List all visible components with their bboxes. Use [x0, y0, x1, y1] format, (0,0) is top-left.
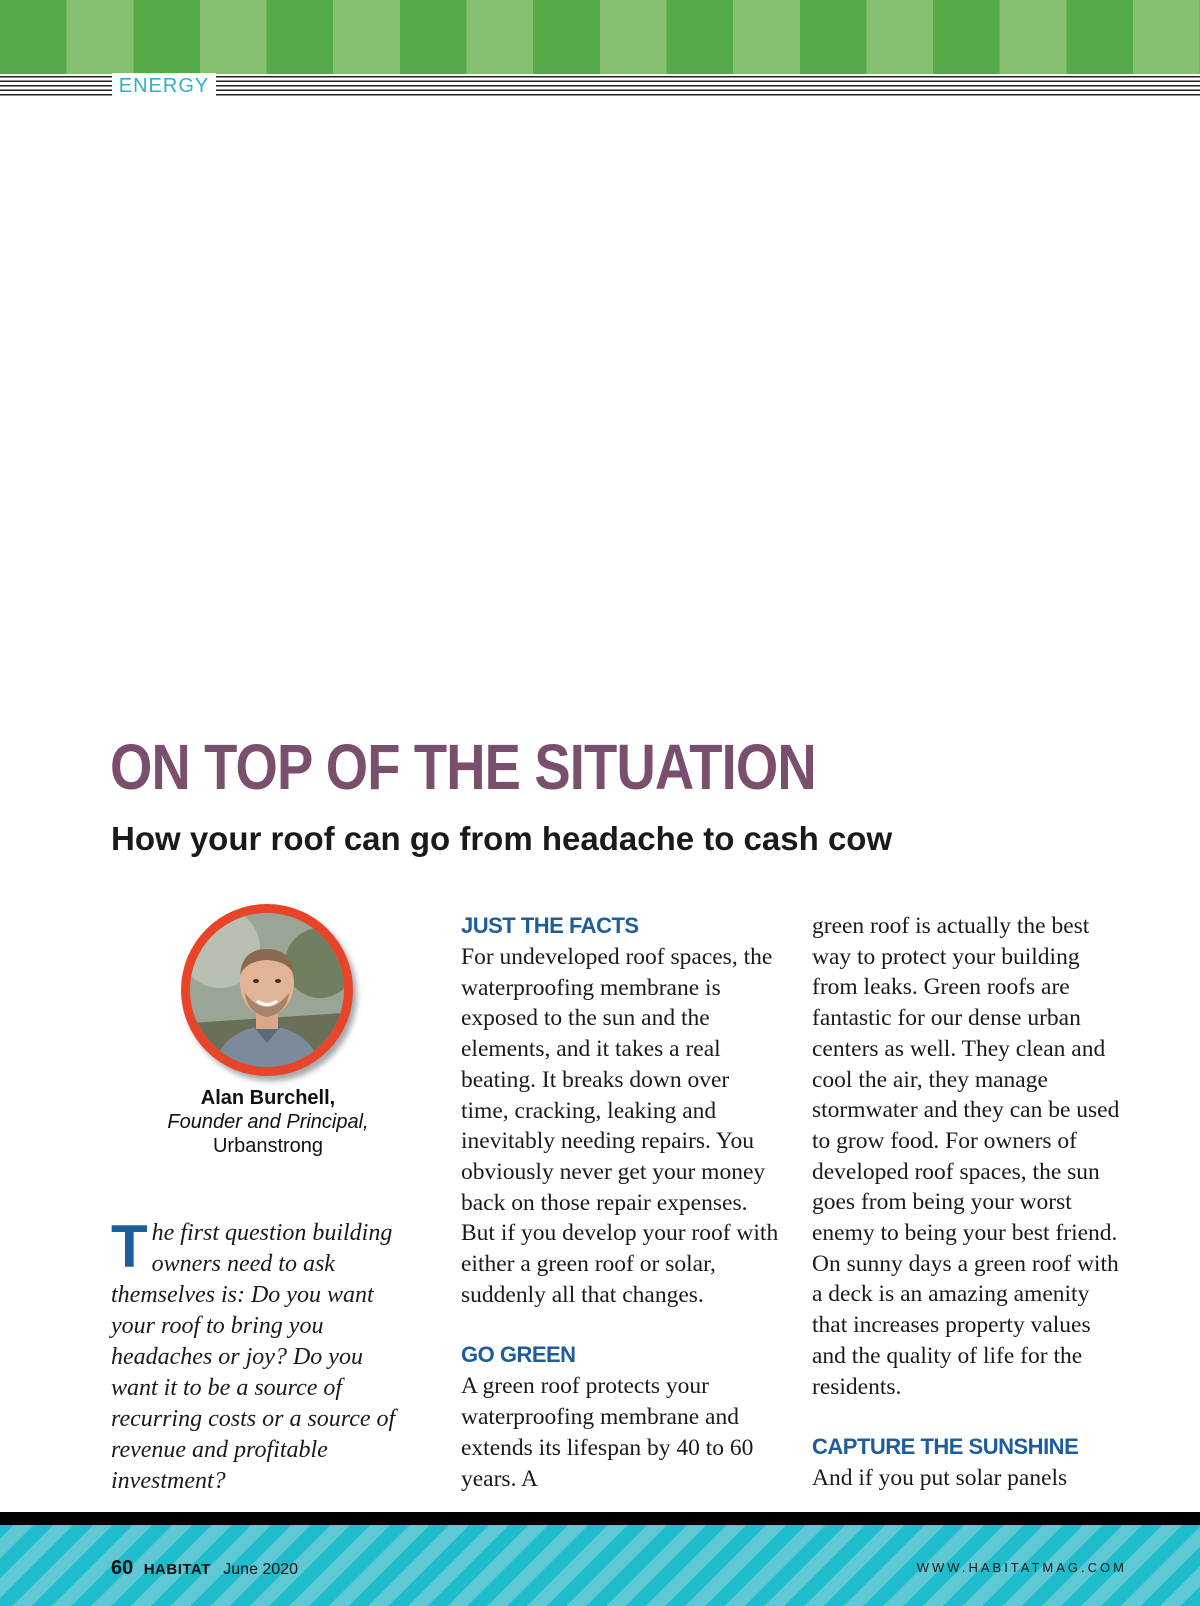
article-title: ON TOP OF THE SITUATION [110, 731, 816, 803]
intro-paragraph [111, 1213, 411, 1497]
author-photo [190, 913, 344, 1067]
author-name: Alan Burchell, [200, 1087, 336, 1109]
section-body-sunshine: And if you put solar panels [812, 1465, 1068, 1492]
section-heading-facts: JUST THE FACTS [461, 913, 639, 938]
author-credit [112, 1086, 424, 1158]
author-role: Founder and Principal, [167, 1111, 369, 1133]
section-heading-green: GO GREEN [461, 1342, 576, 1368]
issue-date: June 2020 [223, 1561, 298, 1578]
section-rule-left [0, 76, 112, 97]
section-body-green: A green roof protects your waterproofing membrane and extends its lifespan by 40 to 60 years. A [461, 1373, 754, 1492]
page-number: 60 [111, 1557, 134, 1579]
section-body-green-continued: green roof is actually the best way to protect your building from leaks. Green roofs are fantastic for our dense urban centers as well. They clean and cool the air, they manage stormwater and they can be used to grow food. For owners of developed roof spaces, the sun goes from being your worst enemy to being your best friend. On sunny days a green roof with a deck is an amazing amenity that increases property values and the quality of life for the residents. [812, 913, 1120, 1400]
author-avatar [181, 904, 353, 1076]
section-label: ENERGY [112, 73, 216, 99]
section-rule-right [216, 76, 1200, 97]
intro-text: he first question building owners need to ask themselves is: Do you want your roof to bring you headaches or joy? Do you want it to be a source of recurring costs or a source of revenue and profitable investment? [111, 1220, 396, 1494]
website-url[interactable]: WWW.HABITATMAG.COM [916, 1560, 1127, 1575]
section-heading-sunshine: CAPTURE THE SUNSHINE [812, 1434, 1079, 1460]
drop-cap: T [111, 1213, 148, 1280]
publication-name: HABITAT [143, 1561, 211, 1578]
footer-rule [0, 1512, 1200, 1525]
author-company: Urbanstrong [212, 1135, 324, 1157]
column-two [461, 911, 779, 1494]
top-stripe-band [0, 0, 1200, 74]
footer-folio [111, 1557, 298, 1580]
column-three [812, 911, 1130, 1494]
article-subtitle: How your roof can go from headache to cash cow [111, 820, 893, 857]
section-body-facts: For undeveloped roof spaces, the waterproofing membrane is exposed to the sun and the elements, and it takes a real beating. It breaks down over time, cracking, leaking and inevitably needing repairs. You obviously never get your money back on those repair expenses. But if you develop your roof with either a green roof or solar, suddenly all that changes. [461, 944, 779, 1308]
